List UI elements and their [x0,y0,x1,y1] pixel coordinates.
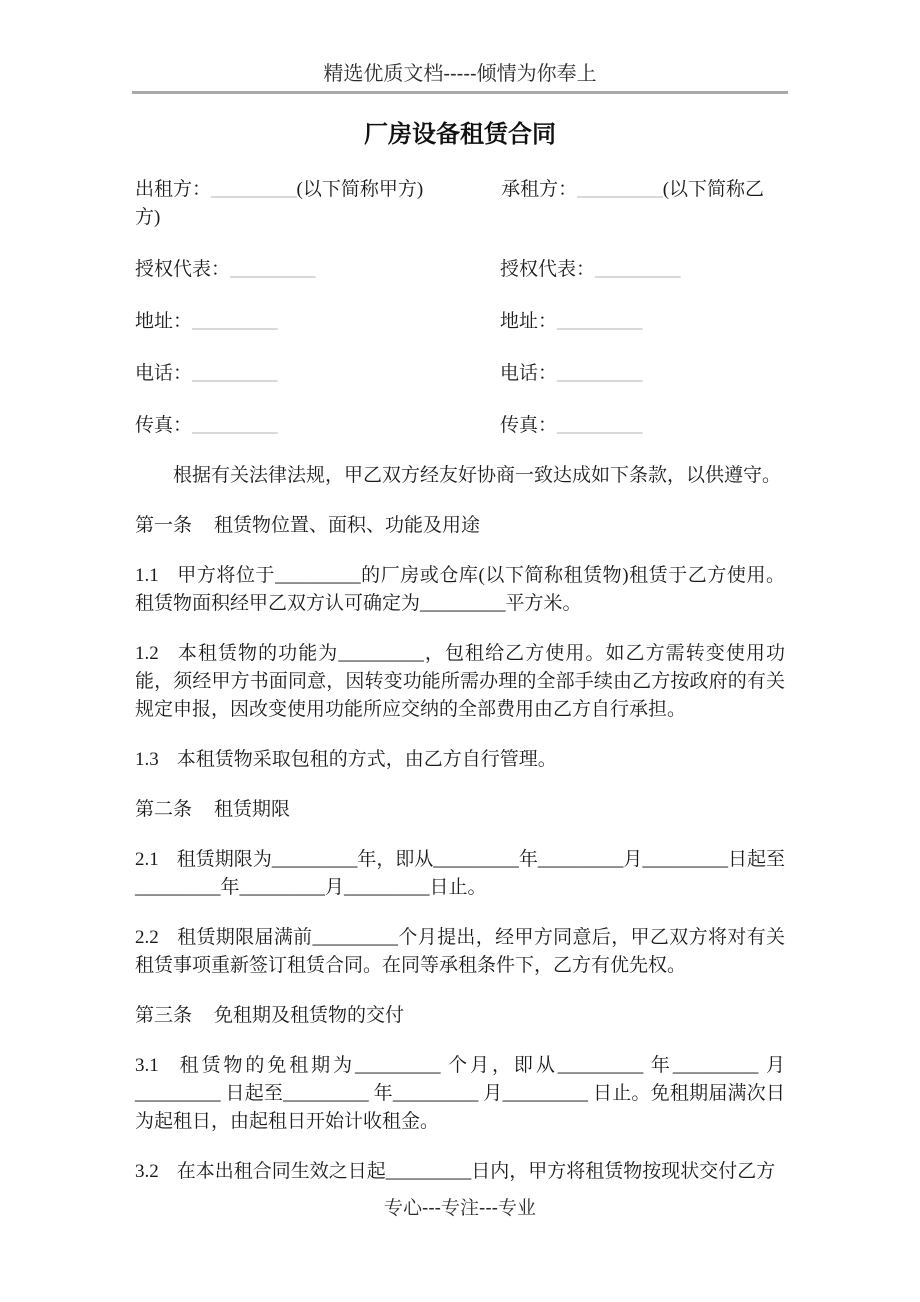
lessor-note: (以下简称甲方) [296,179,424,200]
blank-line: _________ [557,311,643,332]
lessor-phone-field [135,360,500,388]
blank-line: _________ [557,415,643,436]
lessee-blank-line: _________ [577,179,663,200]
preamble-paragraph: 根据有关法律法规，甲乙双方经友好协商一致达成如下条款，以供遵守。 [173,465,782,486]
lessee-phone-field [500,360,785,388]
lessor-blank-line: _________ [211,179,297,200]
clause-3-1 [135,1052,785,1136]
blank-line: _________ [192,415,278,436]
header-text: 精选优质文档-----倾情为你奉上 [323,63,597,85]
field-row-fax [135,412,785,440]
blank-line: _________ [595,259,681,280]
section-title: 租赁物位置、面积、功能及用途 [214,515,481,536]
footer-text: 专心---专注---专业 [384,1198,536,1219]
section-1-heading [135,512,785,540]
field-label: 授权代表： [500,259,596,280]
field-label: 电话： [500,363,558,384]
field-label: 地址： [500,311,558,332]
clause-number: 3.2 [135,1161,159,1182]
clause-1-3 [135,746,785,774]
clause-number: 2.2 [135,927,159,948]
section-3-heading [135,1002,785,1030]
clause-3-2 [135,1158,785,1186]
clause-text: 租赁期限为_________年，即从_________年_________月_________日起至_________年_________月_________日止。 [135,849,785,898]
clause-1-1 [135,562,785,618]
clause-number: 1.3 [135,749,159,770]
clause-2-1 [135,846,785,902]
parties-line-2: 方) [135,207,161,228]
field-row-address [135,308,785,336]
clause-number: 1.1 [135,565,159,586]
lessor-fax-field [135,412,500,440]
clause-text: 租赁物的免租期为_________ 个月，即从_________ 年_________ 月_________ 日起至_________ 年_________ 月_________ 日止。免租期届满次日为起租日，由起租日开始计收租金。 [135,1055,785,1132]
section-number: 第一条 [135,515,193,536]
clause-number: 1.2 [135,643,159,664]
field-label: 传真： [135,415,193,436]
lessee-representative-field [500,256,785,284]
field-row-representative [135,256,785,284]
clause-number: 2.1 [135,849,159,870]
lessee-label: 承租方： [501,179,578,200]
clause-text: 租赁期限届满前_________个月提出，经甲方同意后，甲乙双方将对有关租赁事项重新签订租赁合同。在同等承租条件下，乙方有优先权。 [135,927,785,976]
field-label: 地址： [135,311,193,332]
clause-number: 3.1 [135,1055,159,1076]
lessor-label: 出租方： [135,179,212,200]
lessee-fax-field [500,412,785,440]
field-label: 传真： [500,415,558,436]
blank-line: _________ [192,311,278,332]
field-row-phone [135,360,785,388]
page-header [132,62,788,94]
lessor-address-field [135,308,500,336]
section-title: 免租期及租赁物的交付 [214,1005,405,1026]
clause-text: 甲方将位于_________的厂房或仓库(以下简称租赁物)租赁于乙方使用。租赁物面积经甲乙双方认可确定为_________平方米。 [135,565,785,614]
parties-line-1 [135,176,785,204]
section-number: 第三条 [135,1005,193,1026]
clause-text: 本租赁物采取包租的方式，由乙方自行管理。 [176,749,557,770]
page-title: 厂房设备租赁合同 [364,121,556,148]
section-number: 第二条 [135,799,193,820]
blank-line: _________ [557,363,643,384]
page-footer [0,1196,920,1222]
clause-1-2 [135,640,785,724]
lessor-representative-field [135,256,500,284]
section-2-heading [135,796,785,824]
blank-line: _________ [230,259,316,280]
lessee-address-field [500,308,785,336]
clause-2-2 [135,924,785,980]
document-body [135,176,785,1186]
field-label: 授权代表： [135,259,231,280]
clause-text: 本租赁物的功能为_________，包租给乙方使用。如乙方需转变使用功能，须经甲方书面同意，因转变功能所需办理的全部手续由乙方按政府的有关规定申报，因改变使用功能所应交纳的全部费用由乙方自行承担。 [135,643,785,720]
blank-line: _________ [192,363,278,384]
field-label: 电话： [135,363,193,384]
lessee-note: (以下简称乙 [662,179,765,200]
clause-text: 在本出租合同生效之日起_________日内，甲方将租赁物按现状交付乙方 [176,1161,776,1182]
section-title: 租赁期限 [214,799,291,820]
